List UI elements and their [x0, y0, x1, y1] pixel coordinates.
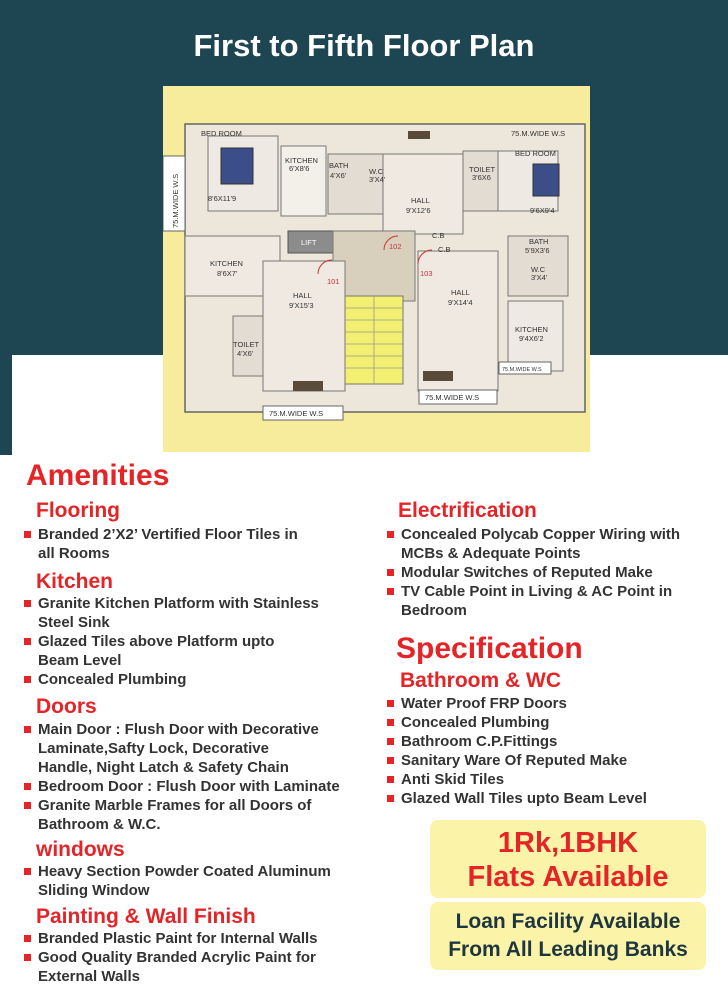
- windows-heading: windows: [36, 838, 125, 861]
- list-item: Heavy Section Powder Coated Aluminum: [24, 862, 384, 881]
- list-item: Bathroom C.P.Fittings: [387, 732, 722, 751]
- list-item: TV Cable Point in Living & AC Point in: [387, 582, 722, 601]
- list-item: Laminate,Safty Lock, Decorative: [38, 740, 269, 757]
- painting-heading: Painting & Wall Finish: [36, 905, 256, 928]
- label-lift: LIFT: [301, 238, 317, 247]
- list-item: Steel Sink: [38, 614, 110, 631]
- list-item: Bathroom & W.C.: [38, 816, 161, 833]
- list-item: all Rooms: [38, 545, 110, 562]
- painting-list: [24, 929, 384, 986]
- list-item: Sliding Window: [38, 882, 150, 899]
- flooring-heading: Flooring: [36, 499, 120, 522]
- list-item: Bedroom Door : Flush Door with Laminate: [24, 777, 384, 796]
- list-item: Concealed Plumbing: [24, 670, 384, 689]
- bathroom-list: [387, 694, 722, 808]
- label-wc-top-size: 3'X4': [369, 175, 386, 184]
- list-item: Main Door : Flush Door with Decorative: [24, 720, 384, 739]
- list-item: Granite Kitchen Platform with Stainless: [24, 594, 384, 613]
- label-bedroom-left-size: 8'6X11'9: [208, 194, 237, 203]
- doors-heading: Doors: [36, 695, 97, 718]
- list-item: Branded Plastic Paint for Internal Walls: [24, 929, 384, 948]
- loan-line-1: Loan Facility Available: [455, 910, 681, 933]
- page-title: First to Fifth Floor Plan: [193, 28, 535, 63]
- label-hall-top: HALL: [411, 196, 430, 205]
- list-item: Good Quality Branded Acrylic Paint for: [24, 948, 384, 967]
- label-flat-101: 101: [327, 277, 340, 286]
- label-flat-103: 103: [420, 269, 433, 278]
- flats-line-1: 1Rk,1BHK: [497, 827, 639, 859]
- label-wc-right: W.C: [531, 265, 546, 274]
- decorative-strip: [0, 355, 12, 455]
- electrification-heading: Electrification: [398, 499, 537, 522]
- label-hall-right-size: 9'X14'4: [448, 298, 473, 307]
- label-ws-bottom-left: 75.M.WIDE W.S: [269, 409, 324, 418]
- label-wc-top: W.C: [369, 167, 384, 176]
- label-bath-right: BATH: [529, 237, 549, 246]
- kitchen-heading: Kitchen: [36, 570, 114, 593]
- label-toilet-left-size: 4'X6': [237, 349, 254, 358]
- label-wc-right-size: 3'X4': [531, 273, 548, 282]
- list-item: Sanitary Ware Of Reputed Make: [387, 751, 722, 770]
- floor-plan-drawing: [163, 86, 590, 452]
- label-hall-top-size: 9'X12'6: [406, 206, 431, 215]
- label-flat-102: 102: [389, 242, 402, 251]
- label-bath-right-size: 5'9X3'6: [525, 246, 550, 255]
- label-bath-top-size: 4'X6': [330, 171, 347, 180]
- label-bedroom-left: BED ROOM: [201, 129, 242, 138]
- flats-line-2: Flats Available: [467, 861, 669, 893]
- label-toilet-left: TOILET: [233, 340, 260, 349]
- loan-line-2: From All Leading Banks: [448, 938, 688, 961]
- label-toilet-right-size: 3'6X6: [472, 173, 491, 182]
- list-item: Bedroom: [401, 602, 467, 619]
- label-hall-left: HALL: [293, 291, 312, 300]
- bathroom-heading: Bathroom & WC: [400, 669, 561, 692]
- label-toilet-right: TOILET: [469, 165, 496, 174]
- label-cb-top: C.B: [432, 231, 445, 240]
- label-kitchen-right-size: 9'4X6'2: [519, 334, 544, 343]
- label-kitchen-top: KITCHEN: [285, 156, 318, 165]
- loan-facility-banner: [430, 902, 706, 970]
- label-hall-left-size: 9'X15'3: [289, 301, 314, 310]
- list-item: Granite Marble Frames for all Doors of: [24, 796, 384, 815]
- list-item: Glazed Wall Tiles upto Beam Level: [387, 789, 722, 808]
- list-item: Handle, Night Latch & Safety Chain: [38, 759, 289, 776]
- floor-plan: [163, 86, 590, 452]
- list-item: Anti Skid Tiles: [387, 770, 722, 789]
- list-item: Branded 2’X2’ Vertified Floor Tiles in: [24, 525, 384, 544]
- label-kitchen-top-size: 6'X8'6: [289, 164, 310, 173]
- flats-available-banner: [430, 820, 706, 898]
- list-item: Concealed Plumbing: [387, 713, 722, 732]
- specification-title: Specification: [396, 632, 583, 665]
- amenities-title: Amenities: [26, 459, 170, 492]
- label-ws-left: 75.M.WIDE W.S: [171, 173, 180, 228]
- list-item: MCBs & Adequate Points: [401, 545, 581, 562]
- list-item: Water Proof FRP Doors: [387, 694, 722, 713]
- label-cb-mid: C.B: [438, 245, 451, 254]
- label-ws-bottom-mid: 75.M.WIDE W.S: [425, 393, 480, 402]
- label-kitchen-right: KITCHEN: [515, 325, 548, 334]
- list-item: Glazed Tiles above Platform upto: [24, 632, 384, 651]
- label-bedroom-right: BED ROOM: [515, 149, 556, 158]
- label-bath-top: BATH: [329, 161, 349, 170]
- list-item: External Walls: [38, 968, 140, 985]
- list-item: Beam Level: [38, 652, 122, 669]
- doors-list: [24, 720, 384, 834]
- flooring-list: [24, 525, 384, 563]
- electrification-list: [387, 525, 722, 620]
- kitchen-list: [24, 594, 384, 689]
- list-item: Modular Switches of Reputed Make: [387, 563, 722, 582]
- label-ws-top-right: 75.M.WIDE W.S: [511, 129, 566, 138]
- label-bedroom-right-size: 9'6X9'4: [530, 206, 555, 215]
- label-hall-right: HALL: [451, 288, 470, 297]
- label-kitchen-left: KITCHEN: [210, 259, 243, 268]
- list-item: Concealed Polycab Copper Wiring with: [387, 525, 722, 544]
- label-ws-small-right: 75.M.WIDE W.S: [502, 367, 542, 373]
- windows-list: [24, 862, 384, 900]
- label-kitchen-left-size: 8'6X7': [217, 269, 238, 278]
